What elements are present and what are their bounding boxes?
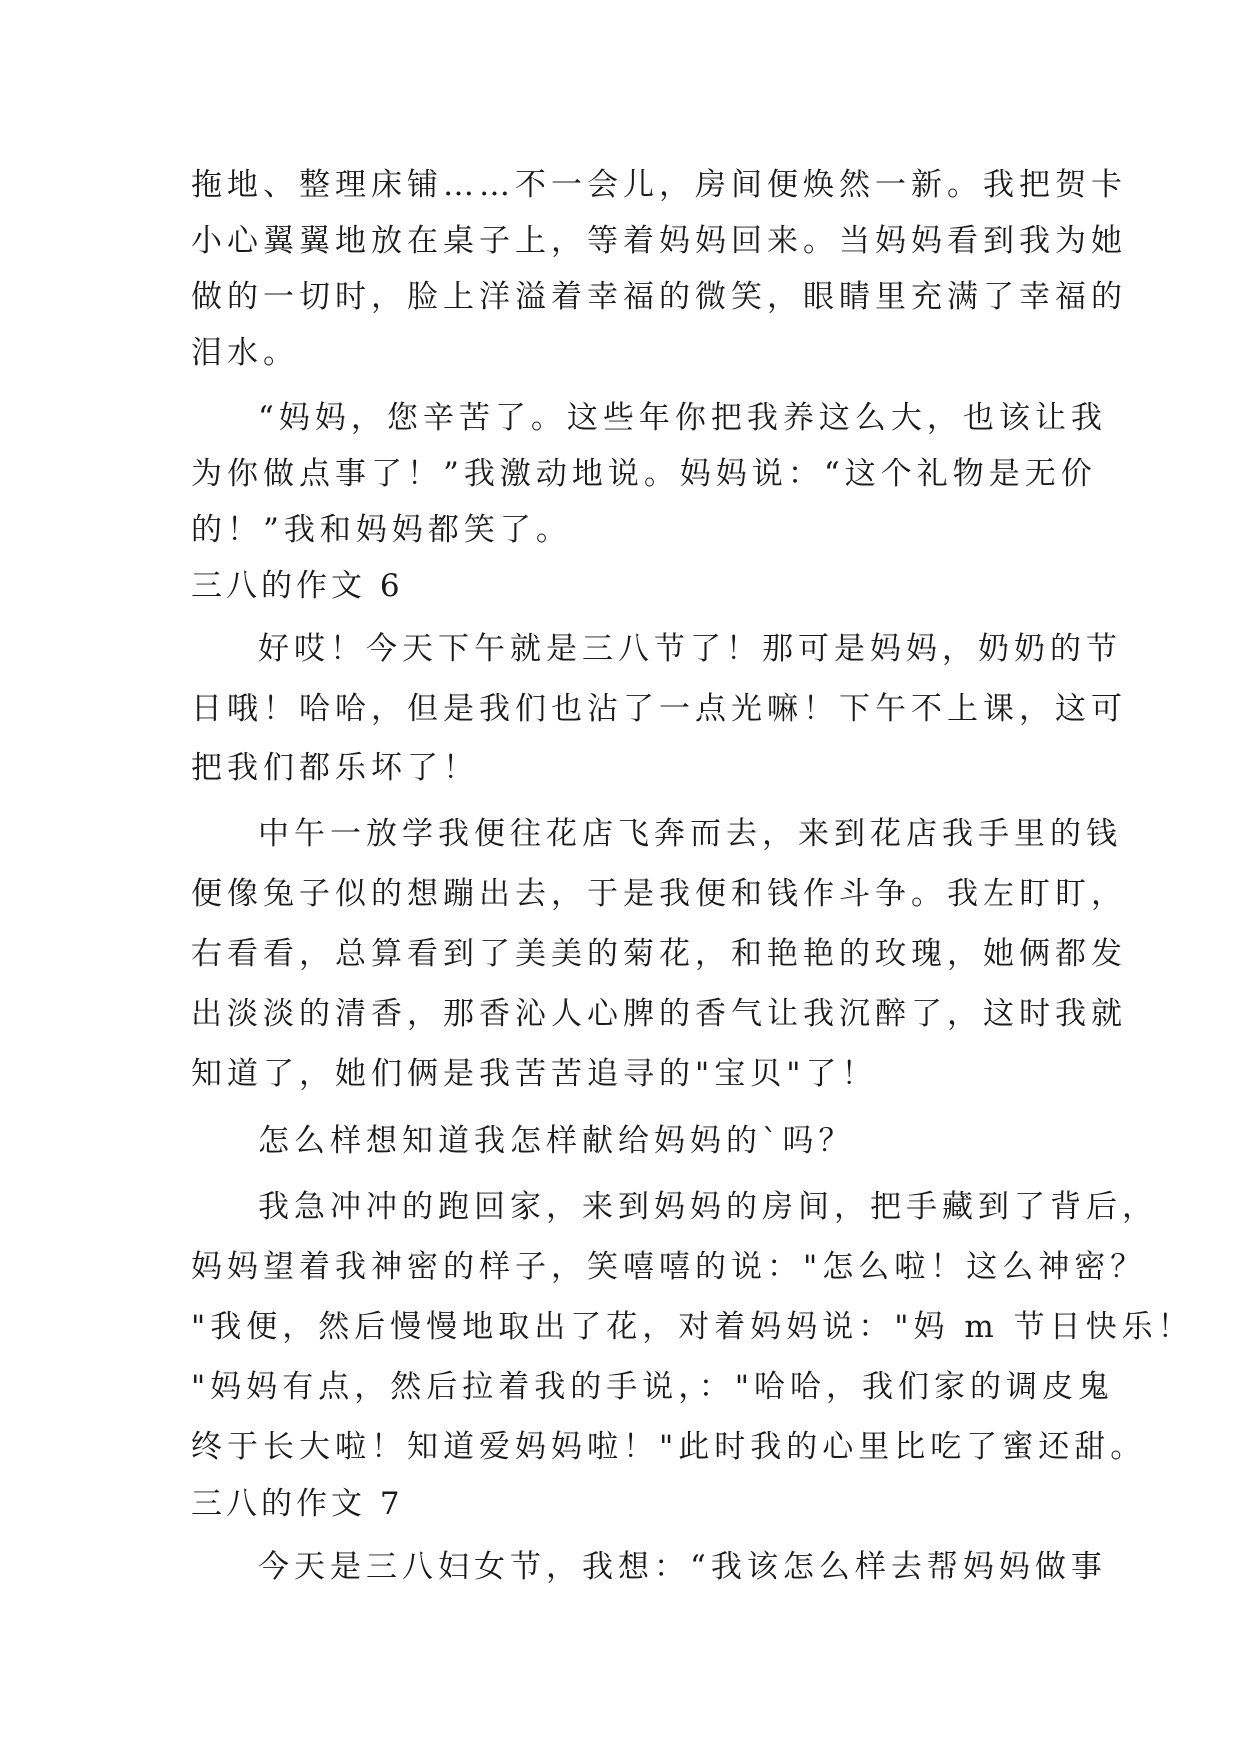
paragraph-line: 右看看，总算看到了美美的菊花，和艳艳的玫瑰，她俩都发 (191, 936, 1127, 972)
paragraph-line: 怎么样想知道我怎样献给妈妈的`吗？ (258, 1123, 855, 1159)
paragraph-line: 便像兔子似的想蹦出去，于是我便和钱作斗争。我左盯盯， (191, 876, 1127, 912)
paragraph-line: 泪水。 (191, 335, 299, 371)
paragraph-line: 日哦！哈哈，但是我们也沾了一点光嘛！下午不上课，这可 (191, 691, 1127, 727)
paragraph-line: 我急冲冲的跑回家，来到妈妈的房间，把手藏到了背后， (258, 1189, 1158, 1225)
paragraph-line: 中午一放学我便往花店飞奔而去，来到花店我手里的钱 (258, 816, 1122, 852)
paragraph-line: 妈妈望着我神密的样子，笑嘻嘻的说："怎么啦！这么神密？ (191, 1249, 1147, 1285)
paragraph-line: 的！”我和妈妈都笑了。 (191, 512, 572, 548)
paragraph-line: 把我们都乐坏了！ (191, 750, 479, 786)
paragraph-line: 好哎！今天下午就是三八节了！那可是妈妈，奶奶的节 (258, 631, 1122, 667)
paragraph-line: 终于长大啦！知道爱妈妈啦！"此时我的心里比吃了蜜还甜。 (191, 1429, 1147, 1465)
paragraph-line: 为你做点事了！”我激动地说。妈妈说：“这个礼物是无价 (191, 456, 1097, 492)
paragraph-line: “妈妈，您辛苦了。这些年你把我养这么大，也该让我 (258, 400, 1107, 436)
paragraph-line: 出淡淡的清香，那香沁人心脾的香气让我沉醉了，这时我就 (191, 996, 1127, 1032)
paragraph-line: 做的一切时，脸上洋溢着幸福的微笑，眼睛里充满了幸福的 (191, 279, 1127, 315)
section-heading: 三八的作文 7 (191, 1486, 404, 1522)
paragraph-line: "妈妈有点，然后拉着我的手说，："哈哈，我们家的调皮鬼 (191, 1369, 1115, 1405)
paragraph-line: 拖地、整理床铺……不一会儿，房间便焕然一新。我把贺卡 (191, 167, 1127, 203)
section-heading: 三八的作文 6 (191, 568, 404, 604)
paragraph-line: 小心翼翼地放在桌子上，等着妈妈回来。当妈妈看到我为她 (191, 223, 1127, 259)
paragraph-line: 知道了，她们俩是我苦苦追寻的"宝贝"了！ (191, 1056, 878, 1092)
paragraph-line: "我便，然后慢慢地取出了花，对着妈妈说："妈 m 节日快乐！ (191, 1309, 1194, 1345)
paragraph-line: 今天是三八妇女节，我想：“我该怎么样去帮妈妈做事 (258, 1549, 1107, 1585)
